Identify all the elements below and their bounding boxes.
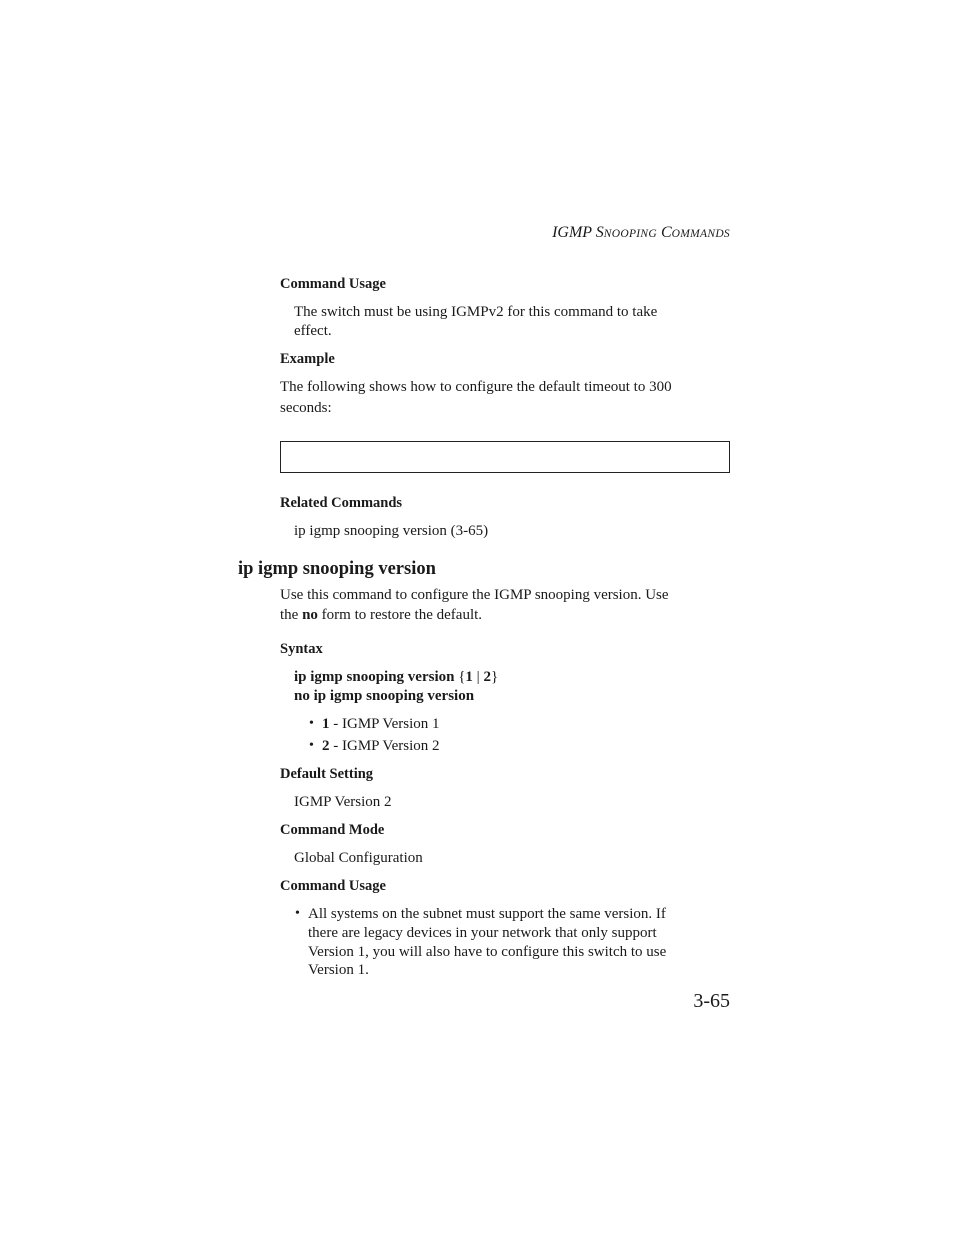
bullet-dot-icon: •	[295, 906, 300, 921]
option-item-2	[322, 737, 440, 757]
option-key-2: 2	[322, 738, 330, 754]
option-item-1	[322, 715, 440, 735]
desc-no-keyword: no	[302, 607, 318, 623]
usage-bullet-line1: All systems on the subnet must support the same version. If	[308, 906, 666, 922]
usage-bullet-line3: Version 1, you will also have to configure this switch to use	[308, 944, 667, 960]
related-commands-label: Related Commands	[280, 495, 403, 511]
option-text-2: - IGMP Version 2	[329, 738, 440, 754]
running-head-prefix: IGMP S	[552, 224, 604, 241]
command-usage-label: Command Usage	[280, 276, 386, 292]
syntax-line-1	[294, 668, 498, 688]
example-text-line1: The following shows how to configure the default timeout to 300	[280, 379, 672, 395]
command-mode-text: Global Configuration	[294, 850, 423, 866]
command-usage-text-line1: The switch must be using IGMPv2 for this command to take	[294, 304, 658, 320]
command-mode-label: Command Mode	[280, 822, 385, 838]
example-text-line2: seconds:	[280, 400, 332, 416]
command-usage-label-2: Command Usage	[280, 878, 386, 894]
related-commands-text: ip igmp snooping version (3-65)	[294, 523, 489, 539]
page-number: 3-65	[693, 990, 730, 1012]
syntax-command: ip igmp snooping version	[294, 669, 455, 685]
syntax-option-1: 1	[465, 669, 473, 685]
bullet-dot-icon: •	[309, 738, 314, 753]
command-usage-text-line2: effect.	[294, 323, 332, 339]
syntax-separator: |	[472, 669, 484, 685]
syntax-label: Syntax	[280, 641, 323, 657]
usage-bullet-line4: Version 1.	[308, 962, 369, 978]
option-text-1: - IGMP Version 1	[329, 716, 440, 732]
example-code-box	[280, 441, 730, 473]
bullet-dot-icon: •	[309, 716, 314, 731]
syntax-line-2: no ip igmp snooping version	[294, 688, 475, 704]
command-heading: ip igmp snooping version	[238, 559, 436, 579]
default-setting-label: Default Setting	[280, 766, 374, 782]
running-head	[0, 224, 730, 242]
example-label: Example	[280, 351, 335, 367]
option-key-1: 1	[322, 716, 330, 732]
running-head-mid: C	[657, 224, 672, 241]
command-desc-line2	[280, 606, 482, 626]
command-desc-line1: Use this command to configure the IGMP snooping version. Use	[280, 587, 669, 603]
syntax-brace-close: }	[490, 669, 499, 685]
usage-bullet-line2: there are legacy devices in your network that only support	[308, 925, 657, 941]
desc-suffix: form to restore the default.	[317, 607, 483, 623]
running-head-smallcaps-1: NOOPING	[603, 228, 657, 240]
running-head-smallcaps-2: OMMANDS	[671, 228, 730, 240]
syntax-brace-open: {	[454, 669, 466, 685]
default-setting-text: IGMP Version 2	[294, 794, 392, 810]
syntax-option-2: 2	[483, 669, 491, 685]
desc-prefix: the	[280, 607, 303, 623]
